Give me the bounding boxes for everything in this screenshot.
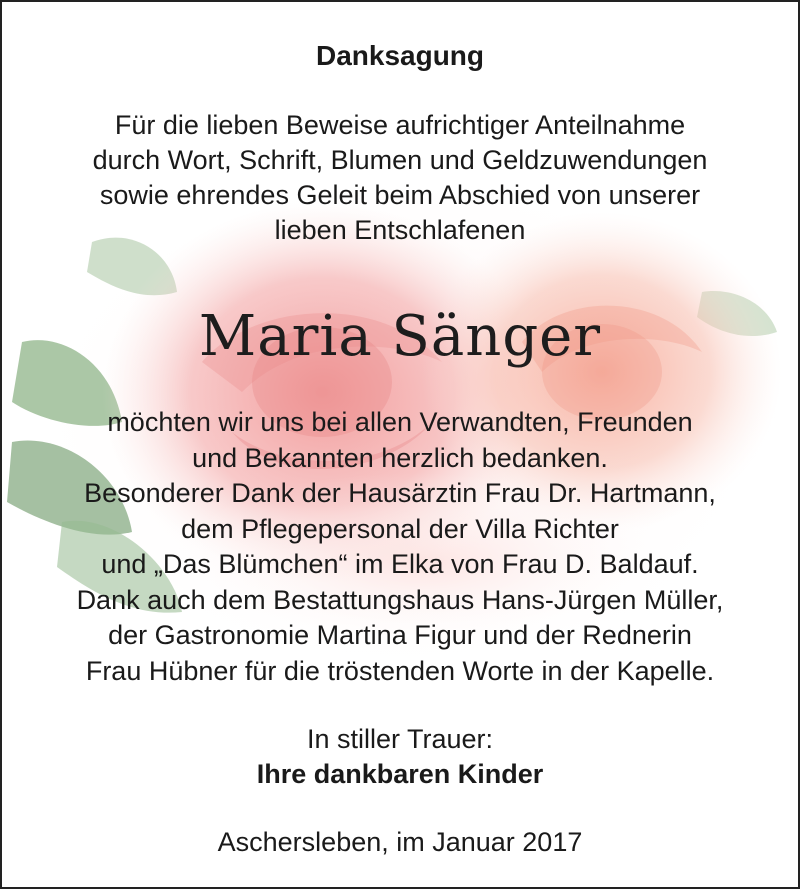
thanks-line: Dank auch dem Bestattungshaus Hans-Jürgen Müller, xyxy=(76,585,724,615)
thanks-line: und „Das Blümchen“ im Elka von Frau D. Baldauf. xyxy=(101,549,699,579)
thanks-line: der Gastronomie Martina Figur und der Rednerin xyxy=(108,620,692,650)
heading: Danksagung xyxy=(315,40,485,71)
intro-line: durch Wort, Schrift, Blumen und Geldzuwendungen xyxy=(92,145,708,175)
signature: Ihre dankbaren Kinder xyxy=(256,759,544,789)
place-date: Aschersleben, im Januar 2017 xyxy=(217,827,583,857)
mourning-label: In stiller Trauer: xyxy=(306,724,494,754)
thanks-line: und Bekannten herzlich bedanken. xyxy=(192,443,608,473)
intro-line: lieben Entschlafenen xyxy=(274,215,526,245)
intro-line: sowie ehrendes Geleit beim Abschied von unserer xyxy=(99,180,701,210)
deceased-name: Maria Sänger xyxy=(198,304,602,369)
intro-line: Für die lieben Beweise aufrichtiger Anteilnahme xyxy=(114,110,686,140)
obituary-content xyxy=(2,2,798,887)
thanks-line: Besonderer Dank der Hausärztin Frau Dr. Hartmann, xyxy=(84,478,716,508)
thanks-line: möchten wir uns bei allen Verwandten, Freunden xyxy=(107,407,693,437)
thanks-line: dem Pflegepersonal der Villa Richter xyxy=(181,514,619,544)
thanks-line: Frau Hübner für die tröstenden Worte in der Kapelle. xyxy=(85,656,715,686)
